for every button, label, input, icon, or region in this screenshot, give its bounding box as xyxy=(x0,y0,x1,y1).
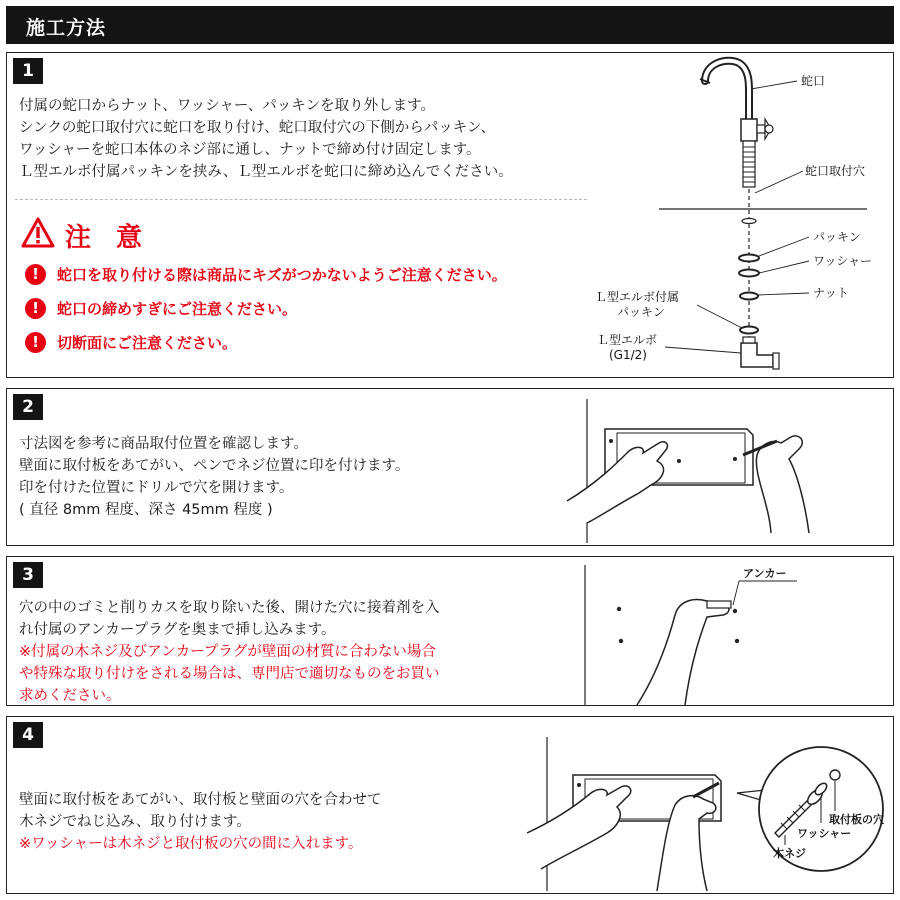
instruction-line: 穴の中のゴミと削りカスを取り除いた後、開けた穴に接着剤を入 xyxy=(19,600,440,616)
caution-text: 蛇口を取り付ける際は商品にキズがつかないようご注意ください。 xyxy=(57,266,507,284)
instruction-line: ワッシャーを蛇口本体のネジ部に通し、ナットで締め付け固定します。 xyxy=(19,142,481,158)
screw-plate-illustration xyxy=(517,723,887,891)
warning-line: ※付属の木ネジ及びアンカープラグが壁面の材質に合わない場合 xyxy=(19,644,436,660)
instruction-line: 壁面に取付板をあてがい、ペンでネジ位置に印を付けます。 xyxy=(19,458,410,474)
step-3-panel xyxy=(6,556,894,706)
step-2-panel xyxy=(6,388,894,546)
step-1-panel xyxy=(6,52,894,378)
caution-text: 蛇口の締めすぎにご注意ください。 xyxy=(57,300,298,318)
label-elbow-packing-1: Ｌ型エルボ付属 xyxy=(595,290,680,304)
exclamation-icon: ! xyxy=(25,264,46,285)
warning-triangle-icon xyxy=(21,217,55,249)
label-anchor: アンカー xyxy=(743,567,787,580)
insert-anchor-illustration xyxy=(567,561,867,705)
faucet-assembly-diagram xyxy=(577,53,887,375)
instruction-line: 壁面に取付板をあてがい、取付板と壁面の穴を合わせて xyxy=(19,792,382,808)
instruction-line: Ｌ型エルボ付属パッキンを挟み、Ｌ型エルボを蛇口に締め込んでください。 xyxy=(19,164,513,180)
step-3-instructions xyxy=(19,597,440,707)
instruction-line: 木ネジでねじ込み、取り付けます。 xyxy=(19,814,251,830)
step-2-instructions xyxy=(19,433,409,521)
step-number-badge: 1 xyxy=(13,58,43,84)
label-faucet: 蛇口 xyxy=(801,74,826,88)
label-elbow-2: (G1/2) xyxy=(609,348,647,362)
instruction-line: ( 直径 8mm 程度、深さ 45mm 程度 ) xyxy=(19,502,273,518)
warning-line: ※ワッシャーは木ネジと取付板の穴の間に入れます。 xyxy=(19,836,363,852)
warning-line: 求めください。 xyxy=(19,688,121,704)
caution-title: 注 意 xyxy=(65,223,151,253)
instruction-line: 印を付けた位置にドリルで穴を開けます。 xyxy=(19,480,294,496)
label-packing: パッキン xyxy=(813,230,861,244)
instruction-line: 寸法図を参考に商品取付位置を確認します。 xyxy=(19,436,308,452)
section-title: 施工方法 xyxy=(26,17,107,39)
label-elbow-packing-2: パッキン xyxy=(617,305,665,319)
step-number-badge: 2 xyxy=(13,394,43,420)
instruction-line: 付属の蛇口からナット、ワッシャー、パッキンを取り外します。 xyxy=(19,98,436,114)
section-header xyxy=(6,6,894,44)
mark-screw-position-illustration xyxy=(547,393,837,543)
exclamation-icon: ! xyxy=(25,298,46,319)
step-4-instructions xyxy=(19,789,382,855)
divider-dashed xyxy=(15,199,587,200)
label-washer: ワッシャー xyxy=(813,254,873,268)
step-number-badge: 4 xyxy=(13,722,43,748)
label-washer: ワッシャー xyxy=(797,827,852,840)
exclamation-icon: ! xyxy=(25,332,46,353)
label-elbow-1: Ｌ型エルボ xyxy=(597,333,658,347)
warning-line: や特殊な取り付けをされる場合は、専門店で適切なものをお買い xyxy=(19,666,440,682)
step-4-panel xyxy=(6,716,894,894)
label-plate-hole: 取付板の穴 xyxy=(829,813,884,826)
step-1-instructions xyxy=(19,95,513,183)
caution-text: 切断面にご注意ください。 xyxy=(57,334,238,352)
label-faucet-hole: 蛇口取付穴 xyxy=(805,164,866,178)
label-nut: ナット xyxy=(813,286,849,300)
label-wood-screw: 木ネジ xyxy=(773,847,806,860)
step-number-badge: 3 xyxy=(13,562,43,588)
instruction-line: れ付属のアンカープラグを奥まで挿し込みます。 xyxy=(19,622,336,638)
instruction-line: シンクの蛇口取付穴に蛇口を取り付け、蛇口取付穴の下側からパッキン、 xyxy=(19,120,495,136)
